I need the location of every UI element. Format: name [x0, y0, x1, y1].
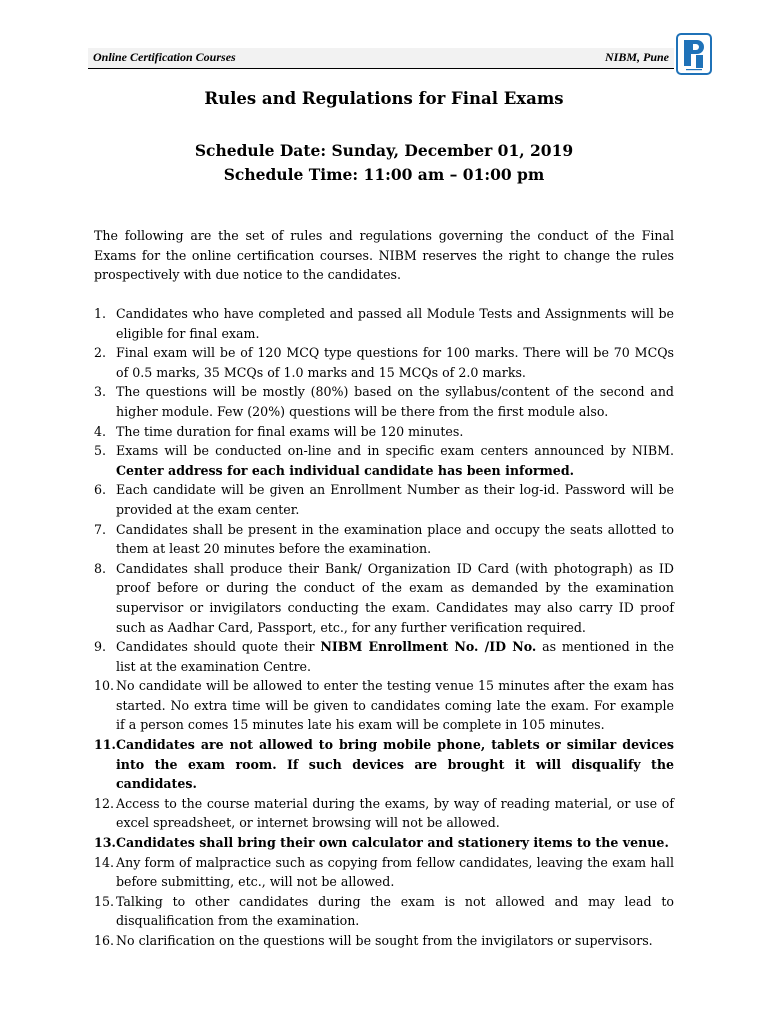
schedule-date: Schedule Date: Sunday, December 01, 2019: [194, 141, 574, 160]
rule-text: Exams will be conducted on-line and in specific exam centers announced by NIBM.: [116, 443, 674, 459]
rule-item: [94, 304, 674, 343]
rule-item: [94, 892, 674, 931]
rule-text: Each candidate will be given an Enrollment Number as their log-id. Password will be provided at the exam center.: [116, 482, 674, 517]
rule-number: 8.: [94, 560, 107, 576]
rule-text: Candidates shall be present in the examination place and occupy the seats allotted to them at least 20 minutes before the examination.: [116, 521, 674, 557]
rule-text: Candidates shall produce their Bank/ Organization ID Card (with photograph) as ID proof before or during the conduct of the exam as demanded by the examination supervisor or invigilators conducting the exam. Candidates may also carry ID proof such as Aadhar Card, Passport, etc., for any further verification required.: [116, 560, 674, 635]
rule-number: 10.: [94, 678, 115, 694]
rule-item: [94, 559, 674, 637]
rule-number: 15.: [94, 893, 115, 909]
rule-item: [94, 833, 674, 853]
nibm-logo-icon: [676, 33, 712, 75]
rule-number: 5.: [94, 443, 107, 459]
rule-number: 13.: [94, 835, 116, 851]
rule-text: No candidate will be allowed to enter the testing venue 15 minutes after the exam has started. No extra time will be given to candidates coming late the exam. For example if a person comes 15 minutes late his exam will be complete in 105 minutes.: [116, 678, 674, 733]
rule-item: [94, 794, 674, 833]
rule-number: 12.: [94, 795, 115, 811]
rule-item: [94, 382, 674, 421]
rule-number: 9.: [94, 639, 107, 655]
rule-number: 14.: [94, 854, 115, 870]
rule-item: [94, 422, 674, 442]
rule-text: Candidates shall bring their own calculator and stationery items to the venue.: [116, 835, 669, 851]
rule-number: 7.: [94, 521, 107, 537]
rule-text: Any form of malpractice such as copying from fellow candidates, leaving the exam hall before submitting, etc., will not be allowed.: [116, 854, 674, 890]
page-title: Rules and Regulations for Final Exams: [204, 89, 564, 108]
header-course-label: Online Certification Courses: [93, 50, 236, 64]
rule-number: 3.: [94, 384, 107, 400]
rule-item: [94, 676, 674, 735]
rule-item: [94, 343, 674, 382]
rule-text: The questions will be mostly (80%) based on the syllabus/content of the second and higher module. Few (20%) questions will be there from the first module also.: [116, 384, 674, 419]
rule-bold-text: NIBM Enrollment No. /ID No.: [320, 639, 537, 655]
rule-item: [94, 520, 674, 559]
rule-text: Final exam will be of 120 MCQ type questions for 100 marks. There will be 70 MCQs of 0.5 marks, 35 MCQs of 1.0 marks and 15 MCQs of 2.0 marks.: [116, 345, 674, 380]
rule-item: [94, 480, 674, 519]
rule-number: 16.: [94, 933, 115, 948]
page-header: [88, 48, 674, 69]
rule-text: No clarification on the questions will be sought from the invigilators or supervisors.: [116, 933, 653, 948]
rule-number: 6.: [94, 482, 107, 498]
rule-number: 4.: [94, 423, 107, 439]
intro-paragraph: The following are the set of rules and regulations governing the conduct of the Final Exams for the online certification courses. NIBM reserves the right to change the rules prospectively with due notice to the candidates.: [94, 228, 674, 283]
rule-item: [94, 931, 674, 951]
header-institute-label: NIBM, Pune: [604, 50, 669, 64]
rule-item: [94, 637, 674, 676]
rule-text: Candidates are not allowed to bring mobile phone, tablets or similar devices into the exam room. If such devices are brought it will disqualify the candidates.: [116, 737, 674, 792]
rule-number: 2.: [94, 345, 107, 361]
rule-item: [94, 735, 674, 794]
rule-text: Talking to other candidates during the exam is not allowed and may lead to disqualification from the examination.: [116, 893, 674, 929]
rule-text-tail: as mentioned in the list at the examination Centre.: [116, 639, 674, 674]
rule-text: Access to the course material during the exams, by way of reading material, or use of excel spreadsheet, or internet browsing will not be allowed.: [116, 795, 674, 831]
rule-number: 1.: [94, 306, 107, 321]
rule-text: Candidates who have completed and passed all Module Tests and Assignments will be eligible for final exam.: [116, 306, 674, 341]
rule-item: [94, 441, 674, 480]
rule-bold-text: Center address for each individual candidate has been informed.: [116, 462, 575, 478]
rule-text: The time duration for final exams will be 120 minutes.: [116, 423, 464, 439]
rule-number: 11.: [94, 737, 116, 753]
rule-text: Candidates should quote their: [116, 639, 315, 655]
rule-item: [94, 853, 674, 892]
rules-list: [94, 304, 674, 951]
schedule-time: Schedule Time: 11:00 am – 01:00 pm: [223, 165, 545, 184]
